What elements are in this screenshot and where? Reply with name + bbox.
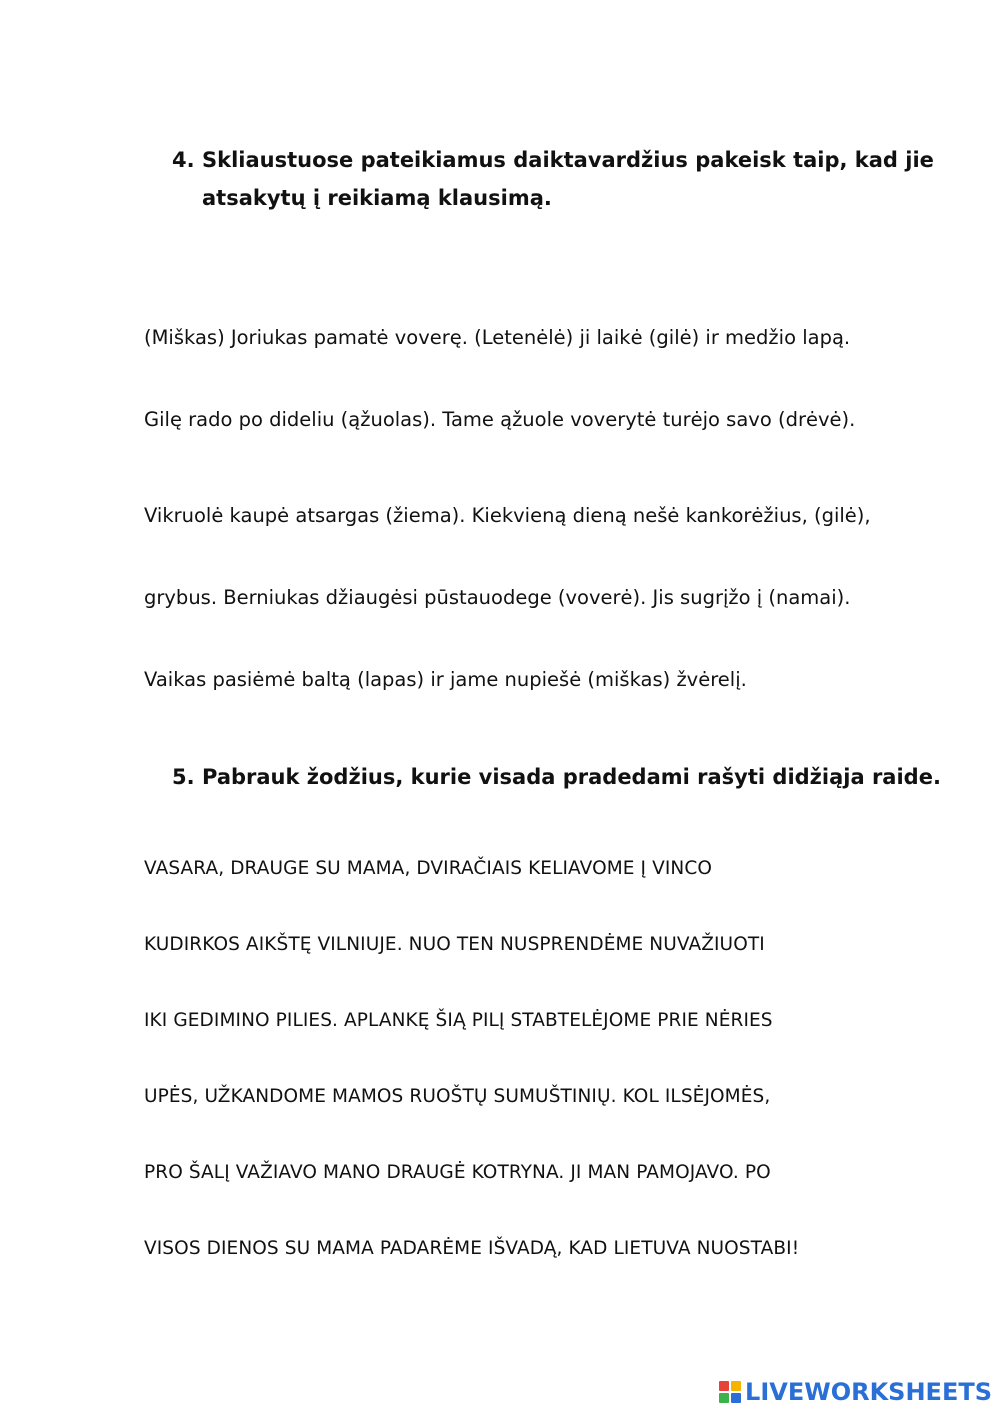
liveworksheets-logo[interactable] [719,1377,992,1407]
task-4-text-line-1: (Miškas) Joriukas pamatė voverę. (Letenėlė) ji laikė (gilė) ir medžio lapą. [144,326,851,349]
task-5-text-line-6: VISOS DIENOS SU MAMA PADARĖME IŠVADĄ, KAD LIETUVA NUOSTABI! [144,1238,800,1259]
task-5-text-line-3: IKI GEDIMINO PILIES. APLANKĘ ŠIĄ PILĮ STABTELĖJOME PRIE NĖRIES [144,1010,773,1031]
task-4-text-line-3: Vikruolė kaupė atsargas (žiema). Kiekvieną dieną nešė kankorėžius, (gilė), [144,504,871,527]
task-5-text-line-2: KUDIRKOS AIKŠTĘ VILNIUJE. NUO TEN NUSPRENDĖME NUVAŽIUOTI [144,934,765,955]
task-4-text-line-4: grybus. Berniukas džiaugėsi pūstauodege (voverė). Jis sugrįžo į (namai). [144,586,851,609]
task-5-text-line-4: UPĖS, UŽKANDOME MAMOS RUOŠTŲ SUMUŠTINIŲ. KOL ILSĖJOMĖS, [144,1086,771,1107]
logo-cell-green [719,1393,729,1403]
task-4-text-line-5: Vaikas pasiėmė baltą (lapas) ir jame nupiešė (miškas) žvėrelį. [144,668,747,691]
task-5-heading [172,758,941,798]
logo-cell-red [719,1381,729,1391]
task-5-instruction: Pabrauk žodžius, kurie visada pradedami rašyti didžiąja raide. [202,765,941,789]
task-4-heading [172,141,932,221]
task-4-text-line-2: Gilę rado po dideliu (ąžuolas). Tame ąžuole voverytė turėjo savo (drėvė). [144,408,856,431]
task-4-instruction-line-1: Skliaustuose pateikiamus daiktavardžius pakeisk taip, kad jie [202,148,934,172]
task-4-number: 4. [172,148,195,172]
logo-text: LIVEWORKSHEETS [745,1378,992,1406]
task-5-text-line-1: VASARA, DRAUGE SU MAMA, DVIRAČIAIS KELIAVOME Į VINCO [144,858,713,879]
logo-cell-yellow [731,1381,741,1391]
task-5-text-line-5: PRO ŠALĮ VAŽIAVO MANO DRAUGĖ KOTRYNA. JI MAN PAMOJAVO. PO [144,1162,771,1183]
logo-cell-blue [731,1393,741,1403]
task-5-number: 5. [172,765,195,789]
liveworksheets-grid-icon [719,1381,741,1403]
task-4-instruction-line-2: atsakytų į reikiamą klausimą. [202,186,552,210]
